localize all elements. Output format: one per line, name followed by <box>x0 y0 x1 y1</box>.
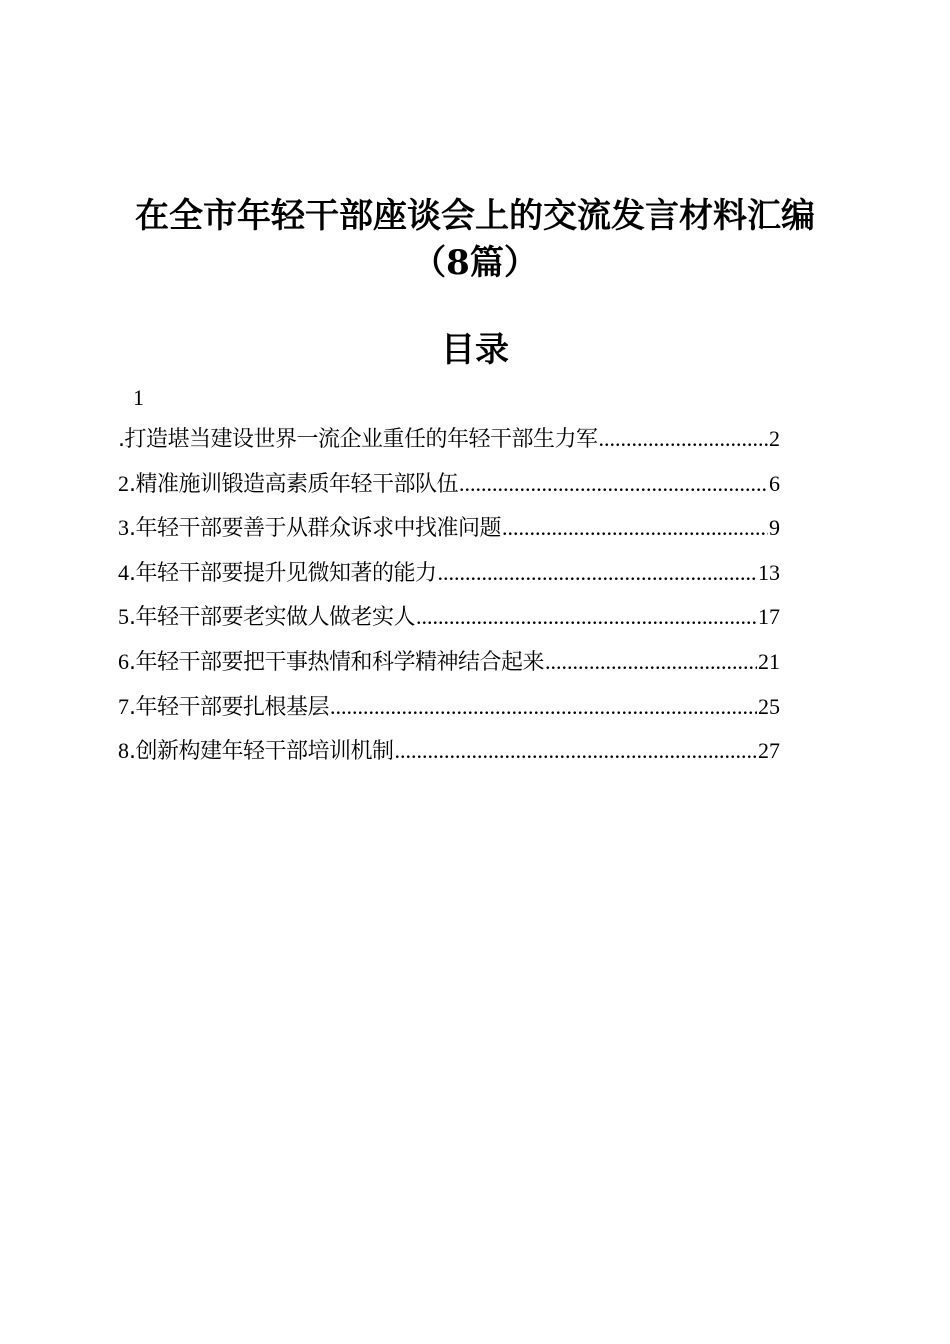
toc-entry-title: 3.年轻干部要善于从群众诉求中找准问题 <box>118 515 501 542</box>
toc-entry-2[interactable] <box>118 469 780 514</box>
toc-entry-5[interactable] <box>118 602 780 647</box>
toc-entry-page: 21 <box>758 648 780 674</box>
toc-leader-dots <box>545 647 757 677</box>
document-subtitle: （8篇） <box>412 243 538 283</box>
toc-leader-dots <box>395 736 758 766</box>
toc-entry-title: 5.年轻干部要老实做人做老实人 <box>118 604 415 631</box>
table-of-contents <box>118 424 780 781</box>
toc-entry-page: 27 <box>758 738 780 764</box>
toc-entry-6[interactable] <box>118 647 780 692</box>
toc-leader-dots <box>459 469 768 499</box>
toc-entry-title: .打造堪当建设世界一流企业重任的年轻干部生力军 <box>118 427 598 452</box>
toc-entry-8[interactable] <box>118 736 780 781</box>
toc-entry-page: 9 <box>769 515 780 541</box>
toc-leader-dots <box>438 558 758 588</box>
toc-leader-dots <box>330 692 757 722</box>
toc-entry-4[interactable] <box>118 558 780 603</box>
toc-entry-3[interactable] <box>118 513 780 558</box>
toc-entry-page: 17 <box>758 604 780 630</box>
toc-entry-title: 6.年轻干部要把干事热情和科学精神结合起来 <box>118 648 544 675</box>
toc-leader-dots <box>416 602 757 632</box>
toc-entry-title: 7.年轻干部要扎根基层 <box>118 693 329 720</box>
toc-entry-title: 8.创新构建年轻干部培训机制 <box>118 738 394 765</box>
toc-entry-title: 2.精准施训锻造高素质年轻干部队伍 <box>118 470 458 497</box>
toc-entry-page: 2 <box>769 426 780 451</box>
toc-entry-page: 6 <box>769 470 780 496</box>
document-title: 在全市年轻干部座谈会上的交流发言材料汇编 <box>135 196 815 236</box>
toc-entry-1[interactable] <box>118 424 780 469</box>
toc-heading: 目录 <box>441 330 509 370</box>
toc-entry-title: 4.年轻干部要提升见微知著的能力 <box>118 559 437 586</box>
toc-entry-page: 13 <box>758 559 780 585</box>
toc-stray-number: 1 <box>133 385 144 410</box>
toc-leader-dots <box>599 424 769 454</box>
toc-entry-7[interactable] <box>118 692 780 737</box>
toc-leader-dots <box>502 513 768 543</box>
toc-entry-page: 25 <box>758 693 780 719</box>
